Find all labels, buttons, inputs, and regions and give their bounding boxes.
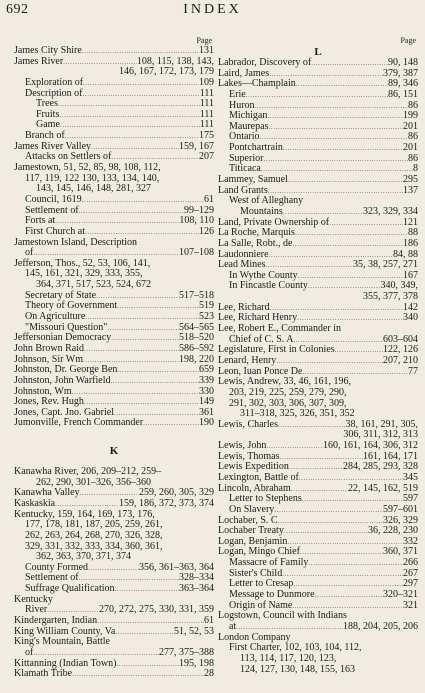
section-letter-k: K: [109, 445, 119, 458]
entry-term: Attacks on Settlers of: [25, 151, 112, 163]
leader-dots: [311, 58, 388, 69]
leader-dots: [282, 569, 403, 580]
entry-term: Exploration of: [25, 76, 84, 88]
entry-term: Pontchartrain: [229, 142, 283, 154]
leader-dots: [117, 301, 199, 312]
entry-term: Laudonniere: [218, 248, 269, 260]
entry-pages: 109: [199, 76, 214, 88]
entry-term: Lee, Robert E., Commander in: [218, 323, 342, 335]
leader-dots: [107, 323, 179, 334]
entry-term: 311–318, 325, 326, 351, 352: [240, 408, 355, 420]
entry-term: Suffrage Qualification: [25, 583, 115, 595]
entry-pages: 111: [199, 98, 214, 110]
entry-pages: 339: [199, 374, 214, 386]
leader-dots: [283, 143, 403, 154]
leader-dots: [60, 120, 200, 131]
entry-term: Fruits: [36, 108, 60, 120]
entry-pages: 108, 110: [179, 215, 214, 227]
entry-term: First Church at: [25, 225, 85, 237]
leader-dots: [111, 376, 199, 387]
leader-dots: [288, 175, 403, 186]
entry-term: Lee, Richard Henry: [218, 312, 298, 324]
entry-term: Kittanning (Indian Town): [14, 657, 117, 669]
entry-pages: 267: [403, 567, 418, 579]
entry-pages: 36, 228, 230: [368, 525, 418, 537]
entry-term: Message to Dunmore: [229, 589, 315, 601]
entry-term: Lincoln, Abraham: [218, 482, 291, 494]
entry-term: Superior: [229, 152, 264, 164]
index-entry: [218, 505, 418, 516]
leader-dots: [278, 420, 346, 431]
entry-pages: 345: [403, 471, 418, 483]
entry-term: La Roche, Marquis: [218, 227, 295, 239]
entry-pages: 201: [403, 142, 418, 154]
leader-dots: [268, 122, 403, 133]
index-entry: [14, 531, 214, 542]
entry-term: Jamestown, 51, 52, 85, 98, 108, 112,: [14, 162, 161, 174]
entry-term: Lewis, Charles: [218, 418, 278, 430]
entry-term: 177, 178, 181, 187, 205, 259, 261,: [25, 519, 163, 531]
entry-term: of: [25, 247, 34, 259]
entry-term: at: [229, 620, 237, 632]
entry-term: Land Grants: [218, 184, 268, 196]
index-entry: [218, 665, 418, 676]
entry-term: James River Valley: [14, 140, 92, 152]
entry-term: King William County, Va: [14, 625, 116, 637]
leader-dots: [283, 207, 363, 218]
entry-term: Lexington, Battle of: [218, 471, 299, 483]
index-entry: [218, 239, 418, 250]
entry-pages: 195, 198: [179, 657, 214, 669]
entry-pages: 597: [403, 493, 418, 505]
entry-pages: 107–108: [179, 247, 214, 259]
entry-term: Logan, Benjamin: [218, 535, 288, 547]
entry-term: Sister's Child: [229, 567, 283, 579]
entry-term: Lead Mines: [218, 259, 266, 271]
entry-pages: 330: [199, 385, 214, 397]
entry-pages: 126: [199, 225, 214, 237]
entry-term: Jones, Rev. Hugh: [14, 396, 84, 408]
entry-term: James City Shire: [14, 45, 82, 56]
entry-term: Jones, Capt. Jno. Gabriel: [14, 406, 114, 418]
entry-term: Lee, Richard: [218, 301, 270, 313]
entry-pages: 149: [199, 396, 214, 408]
entry-pages: 207, 210: [383, 354, 418, 366]
entry-term: Johnson, Sir Wm: [14, 353, 83, 365]
entry-term: Lenard, Henry: [218, 354, 277, 366]
index-column-left: [14, 36, 214, 680]
column-page-label: Page: [196, 36, 212, 45]
entry-pages: 270, 272, 275, 330, 331, 359: [99, 604, 214, 616]
entry-term: Jefferson, Thos., 52, 53, 106, 141,: [14, 257, 151, 269]
entry-pages: 361: [199, 406, 214, 418]
entry-pages: 295: [403, 174, 418, 186]
leader-dots: [246, 90, 388, 101]
leader-dots: [79, 206, 184, 217]
page-header: [6, 2, 419, 20]
entry-pages: 360, 371: [383, 546, 418, 558]
entry-term: Jamestown Island, Description: [14, 236, 138, 248]
entry-term: Jumonville, French Commander: [14, 417, 144, 429]
entry-term: Settlement of: [25, 572, 79, 584]
entry-pages: 51, 52, 53: [174, 625, 214, 637]
entry-term: John Brown Raid: [14, 342, 84, 354]
leader-dots: [329, 218, 403, 229]
index-entry: [14, 344, 214, 355]
entry-term: Game: [36, 119, 60, 131]
entry-pages: 108, 115, 138, 143,: [136, 55, 214, 67]
entry-pages: 201: [403, 120, 418, 132]
entry-pages: 597–601: [383, 503, 418, 515]
index-entry: [14, 78, 214, 89]
entry-term: Klamath Tribe: [14, 668, 73, 680]
entry-term: 329, 331, 332, 333, 334, 360, 361,: [25, 540, 163, 552]
entry-term: Letter to Cresap: [229, 578, 294, 590]
entry-term: Johnston, Wm: [14, 385, 72, 397]
entry-pages: 175: [199, 130, 214, 142]
entry-term: Council, 1619: [25, 193, 82, 205]
entry-pages: 22, 145, 162, 519: [348, 482, 418, 494]
entry-term: Kaskaskia: [14, 497, 56, 509]
entry-term: Huron: [229, 99, 255, 111]
leader-dots: [85, 227, 199, 238]
entry-term: of: [25, 646, 34, 658]
entry-pages: 61: [204, 615, 214, 627]
entry-pages: 86, 151: [388, 88, 418, 100]
entry-term: Lochaber, S. C: [218, 514, 278, 526]
entry-pages: 523: [199, 311, 214, 323]
entry-pages: 207: [199, 151, 214, 163]
entry-term: Kanawha Valley: [14, 487, 80, 499]
entry-term: Ontario: [229, 131, 260, 143]
entry-pages: 90, 148: [388, 57, 418, 68]
entry-term: Lewis, Andrew, 33, 46, 161, 196,: [218, 376, 351, 388]
entry-pages: 121: [403, 216, 418, 228]
leader-dots: [72, 387, 199, 398]
entry-pages: 297: [403, 578, 418, 590]
entry-pages: 188, 204, 205, 206: [343, 620, 418, 632]
entry-term: 117, 119, 122 130, 133, 134, 140,: [25, 172, 160, 184]
entry-term: Kentucky: [14, 593, 53, 605]
entry-term: First Charter, 102, 103, 104, 112,: [229, 642, 362, 654]
leader-dots: [115, 584, 179, 595]
leader-dots: [58, 99, 200, 110]
entry-term: Logan, Mingo Chief: [218, 546, 300, 558]
entry-term: London Company: [218, 631, 291, 643]
index-entry: [14, 669, 214, 680]
leader-dots: [83, 89, 200, 100]
entry-pages: 159, 186, 372, 373, 374: [119, 497, 214, 509]
entry-pages: 518–520: [179, 332, 214, 344]
entry-term: Legislature, First in Colonies: [218, 344, 335, 356]
entry-term: Johnston, John Warfield: [14, 374, 111, 386]
entry-term: On Agriculture: [25, 311, 86, 323]
entry-pages: 86: [408, 152, 418, 164]
entry-term: Kentucky, 159, 164, 169, 173, 176,: [14, 508, 155, 520]
index-entry: [14, 648, 214, 659]
entry-pages: 61: [204, 193, 214, 205]
column-page-label: Page: [400, 36, 416, 45]
index-section-k: [14, 467, 214, 680]
index-entry: [218, 90, 418, 101]
entry-term: Leon, Iuan Ponce De: [218, 365, 303, 377]
entry-pages: 86: [408, 131, 418, 143]
entry-term: West of Alleghany: [229, 195, 304, 207]
entry-pages: 306, 311, 312, 313: [343, 429, 418, 441]
index-entry: [14, 227, 214, 238]
entry-pages: 363–364: [179, 583, 214, 595]
entry-pages: 340: [403, 312, 418, 324]
entry-term: Lakes—Champlain: [218, 78, 296, 90]
leader-dots: [59, 110, 199, 121]
entry-pages: 320–321: [383, 589, 418, 601]
entry-term: Kanawha River, 206, 209–212, 259–: [14, 466, 162, 478]
entry-term: Lewis Expedition: [218, 461, 289, 473]
entry-term: County Formed: [25, 561, 89, 573]
leader-dots: [296, 79, 388, 90]
entry-term: Forts at: [25, 215, 56, 227]
entry-term: James River: [14, 55, 64, 67]
entry-pages: 603–604: [383, 333, 418, 345]
entry-pages: 146, 167, 172, 173, 179: [119, 66, 214, 78]
entry-pages: 332: [403, 535, 418, 547]
entry-term: Lewis, Thomas: [218, 450, 280, 462]
page-number: 692: [6, 2, 29, 17]
entry-pages: 328–334: [179, 572, 214, 584]
entry-term: 113, 114, 117, 120, 123,: [240, 652, 337, 664]
entry-pages: 161, 164, 171: [363, 450, 418, 462]
leader-dots: [292, 239, 403, 250]
index-entry: [14, 376, 214, 387]
entry-pages: 160, 161, 164, 306, 312: [323, 440, 418, 452]
entry-term: 203, 219, 225, 259, 279, 290,: [229, 386, 347, 398]
leader-dots: [111, 333, 179, 344]
index-section-j: [14, 46, 214, 429]
index-entry: [218, 356, 418, 367]
leader-dots: [115, 627, 174, 638]
entry-pages: 277, 375–388: [159, 646, 214, 658]
leader-dots: [72, 669, 204, 680]
entry-pages: 111: [199, 108, 214, 120]
entry-term: 262, 290, 301–326, 356–360: [36, 476, 151, 488]
leader-dots: [335, 345, 383, 356]
leader-dots: [295, 228, 408, 239]
page-title: INDEX: [183, 2, 242, 17]
entry-pages: 186: [403, 237, 418, 249]
entry-pages: 77: [408, 365, 418, 377]
entry-term: Logstown, Council with Indians: [218, 610, 347, 622]
entry-pages: 198, 220: [179, 353, 214, 365]
entry-term: River: [25, 604, 48, 616]
entry-term: 145, 161, 321, 329, 333, 355,: [25, 268, 143, 280]
entry-term: 362, 363, 370, 371, 374: [36, 551, 131, 563]
entry-term: Theory of Government: [25, 300, 118, 312]
entry-pages: 111: [199, 119, 214, 131]
entry-pages: 111: [199, 87, 214, 99]
leader-dots: [84, 344, 179, 355]
entry-term: Lammey, Samuel: [218, 174, 288, 186]
entry-pages: 284, 285, 293, 328: [343, 461, 418, 473]
leader-dots: [276, 356, 383, 367]
entry-term: Johnston, Dr. George Ben: [14, 364, 118, 376]
entry-pages: 259, 260, 305, 329: [139, 487, 214, 499]
entry-term: In Wythe County: [229, 269, 298, 281]
entry-term: King's Mountain, Battle: [14, 636, 110, 648]
index-entry: [14, 195, 214, 206]
entry-pages: 137: [403, 184, 418, 196]
entry-term: Michigan: [229, 110, 268, 122]
leader-dots: [267, 111, 403, 122]
entry-term: "Missouri Question": [25, 321, 108, 333]
entry-term: Mountains: [240, 205, 283, 217]
leader-dots: [117, 365, 199, 376]
leader-dots: [143, 418, 199, 429]
entry-term: Letter to Stephens: [229, 493, 302, 505]
index-section-l: [218, 58, 418, 675]
entry-pages: 28: [204, 668, 214, 680]
entry-term: Maurepas: [229, 120, 269, 132]
entry-term: On Slavery: [229, 503, 275, 515]
entry-pages: 88: [408, 227, 418, 239]
entry-pages: 659: [199, 364, 214, 376]
entry-pages: 190: [199, 417, 214, 429]
leader-dots: [82, 195, 204, 206]
index-entry: [218, 654, 418, 665]
entry-pages: 340, 349,: [380, 280, 418, 292]
entry-pages: 199: [403, 110, 418, 122]
leader-dots: [300, 547, 383, 558]
entry-term: Origin of Name: [229, 599, 293, 611]
entry-term: Settlement of: [25, 204, 79, 216]
entry-term: Description of: [25, 87, 83, 99]
entry-term: Trees: [36, 98, 58, 110]
entry-pages: 142: [403, 301, 418, 313]
entry-pages: 159, 167: [179, 140, 214, 152]
entry-pages: 323, 329, 334: [363, 205, 418, 217]
entry-pages: 355, 377, 378: [363, 291, 418, 303]
entry-term: 143, 145, 146, 148, 281, 327: [36, 183, 151, 195]
entry-term: 364, 371, 517, 523, 524, 672: [36, 279, 151, 291]
entry-pages: 122, 126: [383, 344, 418, 356]
entry-pages: 38, 161, 291, 305,: [345, 418, 418, 430]
entry-pages: 586–592: [179, 342, 214, 354]
entry-pages: 321: [403, 599, 418, 611]
leader-dots: [284, 526, 368, 537]
leader-dots: [33, 648, 159, 659]
entry-term: La Salle, Robt., de: [218, 237, 293, 249]
entry-pages: 517–518: [179, 289, 214, 301]
entry-pages: 86: [408, 99, 418, 111]
entry-pages: 266: [403, 557, 418, 569]
entry-term: 124, 127, 130, 148, 155, 163: [240, 663, 355, 675]
index-entry: [218, 622, 418, 633]
entry-term: Erie: [229, 88, 246, 100]
index-entry: [218, 388, 418, 399]
entry-pages: 35, 38, 257, 271: [353, 259, 418, 271]
index-entry: [14, 418, 214, 429]
section-letter-l: L: [314, 46, 322, 58]
entry-pages: 8: [413, 163, 418, 175]
leader-dots: [255, 101, 408, 112]
entry-term: Lochaber Treaty: [218, 525, 284, 537]
entry-term: Kindergarten, Indian: [14, 615, 98, 627]
entry-term: Labrador, Discovery of: [218, 57, 312, 68]
entry-term: Chief of C. S. A: [229, 333, 294, 345]
leader-dots: [274, 505, 383, 516]
entry-term: Lewis, John: [218, 440, 267, 452]
entry-term: Secretary of State: [25, 289, 97, 301]
leader-dots: [236, 622, 343, 633]
entry-term: Land, Private Ownership of: [218, 216, 330, 228]
leader-dots: [308, 558, 403, 569]
leader-dots: [116, 659, 179, 670]
entry-pages: 89, 346: [388, 78, 418, 90]
entry-pages: 131: [199, 45, 214, 56]
entry-pages: 326, 329: [383, 514, 418, 526]
entry-pages: 356, 361–363, 364: [139, 561, 214, 573]
entry-term: In Fincastle County: [229, 280, 308, 292]
entry-term: Massacre of Family: [229, 557, 309, 569]
entry-pages: 519: [199, 300, 214, 312]
leader-dots: [88, 563, 139, 574]
leader-dots: [315, 590, 383, 601]
entry-term: 262, 263, 264, 268, 270, 326, 328,: [25, 529, 163, 541]
leader-dots: [263, 154, 408, 165]
entry-term: Branch of: [25, 130, 65, 142]
entry-term: 291, 302, 303, 306, 307, 309,: [229, 397, 347, 409]
entry-pages: 379, 387: [383, 67, 418, 79]
entry-pages: 84, 88: [393, 248, 418, 260]
entry-term: Laird, James: [218, 67, 270, 79]
entry-term: Jeffersonian Democracy: [14, 332, 112, 344]
index-column-right: [218, 36, 418, 675]
entry-pages: 564–565: [179, 321, 214, 333]
entry-pages: 167: [403, 269, 418, 281]
index-entry: [218, 207, 418, 218]
entry-term: Titicaca: [229, 163, 261, 175]
leader-dots: [83, 78, 199, 89]
entry-pages: 99–129: [184, 204, 214, 216]
